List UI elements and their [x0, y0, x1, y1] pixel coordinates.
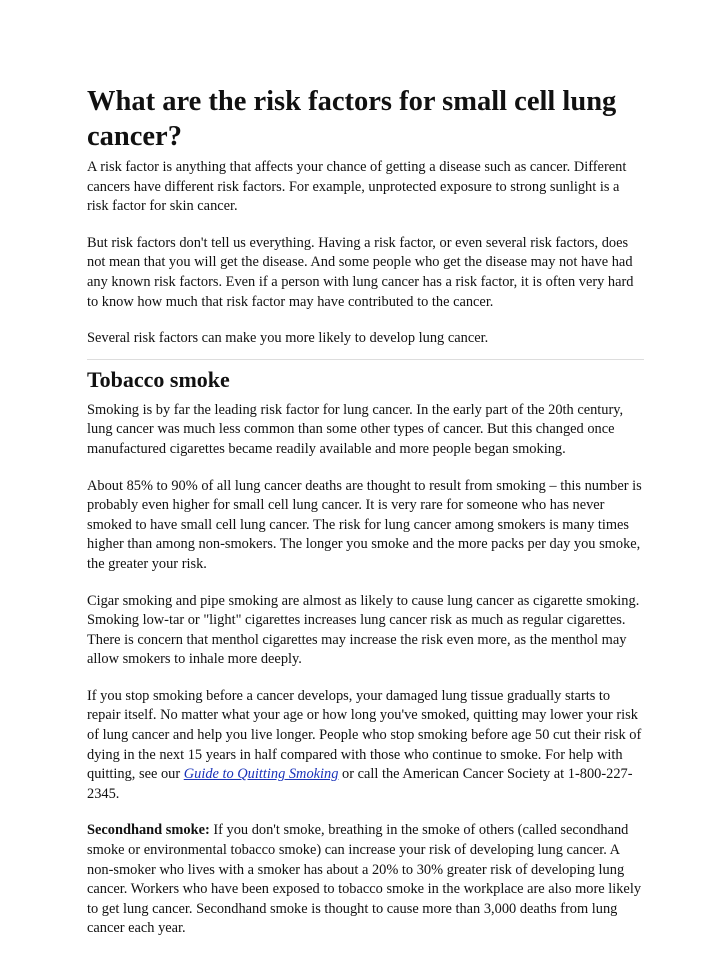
secondhand-paragraph [87, 821, 644, 939]
tobacco-paragraph-2: About 85% to 90% of all lung cancer deaths are thought to result from smoking – this number is probably even higher for small cell lung cancer. It is very rare for someone who has never smoked to have small cell lung cancer. The risk for lung cancer among smokers is many times higher than among non-smokers. The longer you smoke and the more packs per day you smoke, the greater your risk. [87, 477, 642, 572]
quitting-text-before: If you stop smoking before a cancer develops, your damaged lung tissue gradually starts to repair itself. No matter what your age or how long you've smoked, quitting may lower your risk of lung cancer and help you live longer. People who stop smoking before age 50 cut their risk of dying in the next 15 years in half compared with those who continue to smoke. For help with quitting, see our [87, 687, 642, 783]
tobacco-paragraph-1: Smoking is by far the leading risk factor for lung cancer. In the early part of the 20th century, lung cancer was much less common than some other types of cancer. But this changed once manufactured cigarettes became readily available and more people began smoking. [87, 401, 624, 457]
quitting-paragraph [87, 687, 644, 805]
secondhand-text: If you don't smoke, breathing in the smoke of others (called secondhand smoke or environmental tobacco smoke) can increase your risk of developing lung cancer. A non-smoker who lives with a smoker has about a 20% to 30% greater risk of developing lung cancer. Workers who have been exposed to tobacco smoke in the workplace are also more likely to get lung cancer. Secondhand smoke is thought to cause more than 3,000 deaths from lung cancer each year. [87, 822, 642, 937]
page-title: What are the risk factors for small cell lung cancer? [87, 86, 617, 152]
intro-paragraph-1: A risk factor is anything that affects your chance of getting a disease such as cancer. Different cancers have different risk factors. For example, unprotected exposure to strong sunlight is a risk factor for skin cancer. [87, 159, 627, 215]
quitting-guide-link[interactable]: Guide to Quitting Smoking [183, 766, 339, 783]
intro-paragraph-3: Several risk factors can make you more likely to develop lung cancer. [87, 330, 489, 347]
secondhand-lead: Secondhand smoke: [87, 822, 210, 839]
section-divider [87, 359, 644, 360]
tobacco-paragraph-3: Cigar smoking and pipe smoking are almost as likely to cause lung cancer as cigarette smoking. Smoking low-tar or "light" cigarettes increases lung cancer risk as much as regular cigarettes. There is concern that menthol cigarettes may increase the risk even more, as the menthol may allow smokers to inhale more deeply. [87, 592, 640, 668]
section-heading-tobacco: Tobacco smoke [87, 366, 230, 392]
document-page [87, 84, 644, 956]
intro-paragraph-2: But risk factors don't tell us everything. Having a risk factor, or even several risk factors, does not mean that you will get the disease. And some people who get the disease may not have had any known risk factors. Even if a person with lung cancer has a risk factor, it is often very hard to know how much that risk factor may have contributed to the cancer. [87, 234, 634, 310]
quitting-text-after: or call the American Cancer Society at 1-800-227-2345. [87, 766, 633, 802]
